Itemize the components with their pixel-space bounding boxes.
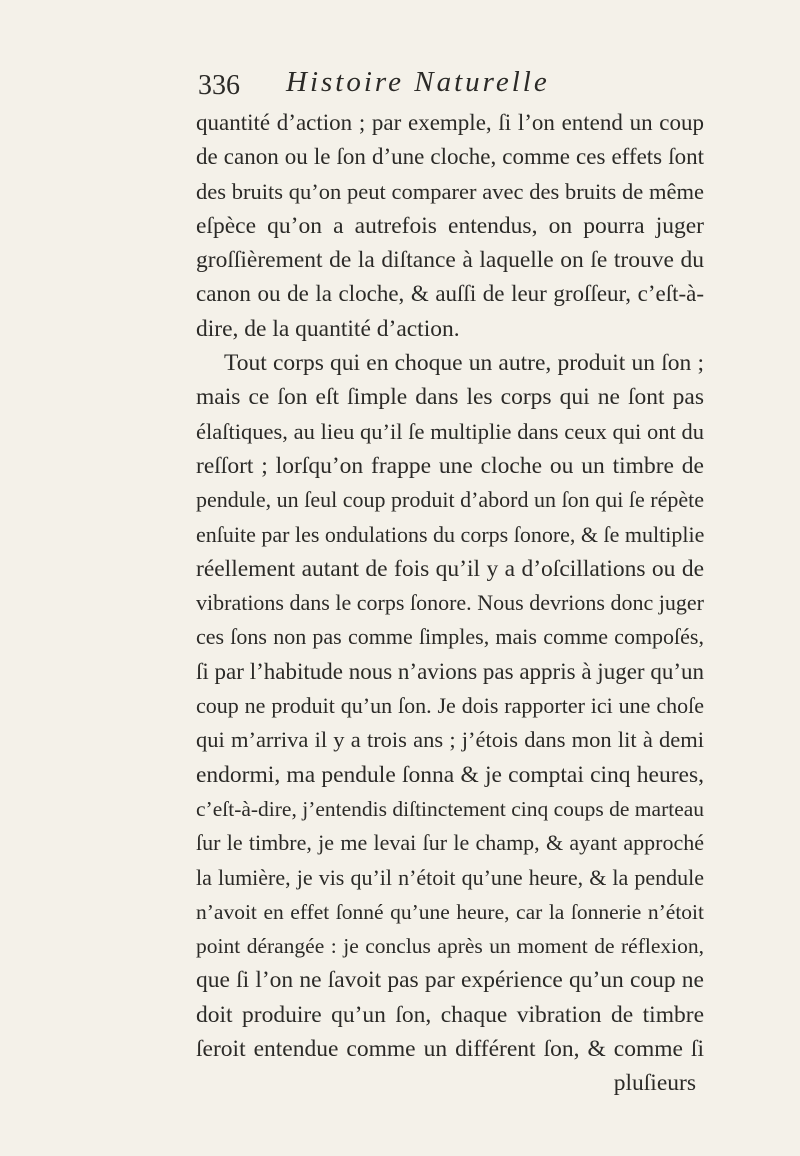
- text-line: que ſi l’on ne ſavoit pas par expérience qu’un coup ne: [196, 967, 704, 994]
- text-line: la lumière, je vis qu’il n’étoit qu’une heure, & la pendule: [196, 864, 704, 890]
- text-line: ſur le timbre, je me levai ſur le champ, & ayant approché: [196, 830, 704, 856]
- text-line: point dérangée : je conclus après un moment de réflexion,: [196, 934, 704, 959]
- text-line: dire, de la quantité d’action.: [196, 315, 460, 342]
- text-line: ces ſons non pas comme ſimples, mais comme compoſés,: [196, 624, 704, 650]
- text-line: endormi, ma pendule ſonna & je comptai cinq heures,: [196, 761, 704, 788]
- text-line: qui m’arriva il y a trois ans ; j’étois dans mon lit à demi: [196, 727, 704, 753]
- text-line: doit produire qu’un ſon, chaque vibration de timbre: [196, 1001, 704, 1028]
- text-line: n’avoit en effet ſonné qu’une heure, car la ſonnerie n’étoit: [196, 899, 704, 924]
- text-line: canon ou de la cloche, & auſſi de leur groſſeur, c’eſt-à-: [196, 281, 704, 307]
- text-line: Tout corps qui en choque un autre, produit un ſon ;: [224, 350, 704, 377]
- text-line: élaſtiques, au lieu qu’il ſe multiplie dans ceux qui ont du: [196, 418, 704, 444]
- running-title: Histoire Naturelle: [286, 66, 550, 98]
- text-line: eſpèce qu’on a autrefois entendus, on pourra juger: [196, 212, 704, 239]
- text-line: ſi par l’habitude nous n’avions pas appris à juger qu’un: [196, 658, 704, 684]
- catchword: pluſieurs: [613, 1070, 696, 1097]
- text-line: réellement autant de fois qu’il y a d’oſcillations ou de: [196, 555, 704, 582]
- text-line: groſſièrement de la diſtance à laquelle on ſe trouve du: [196, 247, 704, 274]
- text-line: mais ce ſon eſt ſimple dans les corps qui ne ſont pas: [196, 384, 704, 411]
- text-line: vibrations dans le corps ſonore. Nous devrions donc juger: [196, 590, 704, 616]
- text-line: c’eſt-à-dire, j’entendis diſtinctement cinq coups de marteau: [196, 796, 705, 821]
- page-number: 336: [198, 70, 240, 101]
- text-line: coup ne produit qu’un ſon. Je dois rapporter ici une choſe: [196, 693, 704, 719]
- text-line: reſſort ; lorſqu’on frappe une cloche ou un timbre de: [196, 452, 704, 479]
- text-line: des bruits qu’on peut comparer avec des bruits de même: [196, 178, 704, 204]
- text-line: ſeroit entendue comme un différent ſon, & comme ſi: [196, 1036, 704, 1063]
- page-header: [198, 66, 698, 106]
- text-line: de canon ou le ſon d’une cloche, comme ces effets ſont: [196, 144, 704, 170]
- text-line: pendule, un ſeul coup produit d’abord un ſon qui ſe répète: [196, 487, 704, 513]
- body-text: [196, 106, 704, 1100]
- text-line: enſuite par les ondulations du corps ſonore, & ſe multiplie: [196, 521, 705, 547]
- text-line: quantité d’action ; par exemple, ſi l’on entend un coup: [196, 110, 704, 135]
